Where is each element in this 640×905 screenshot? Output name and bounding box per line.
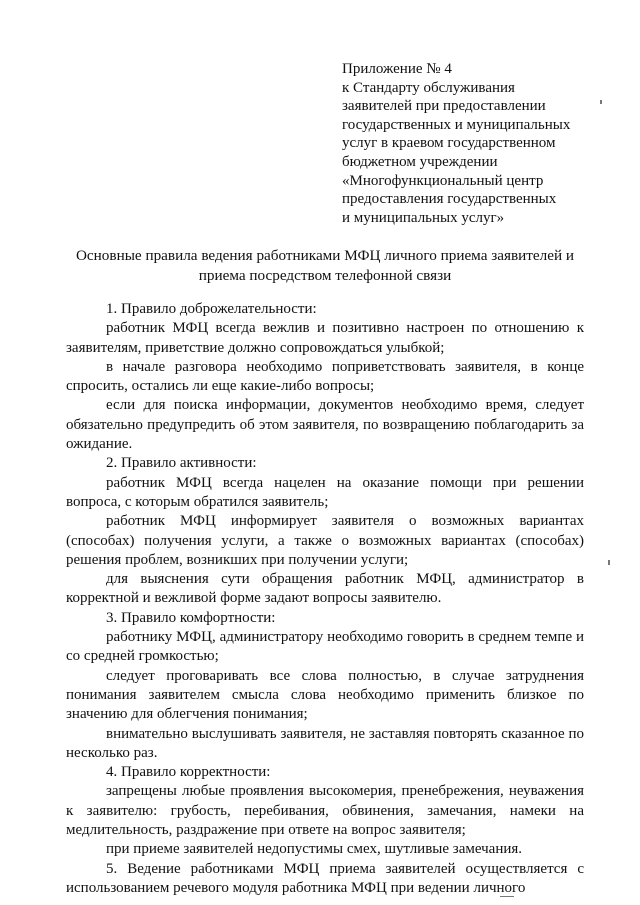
appendix-line: услуг в краевом государственном: [342, 135, 556, 152]
document-body: [66, 300, 584, 898]
scan-mark: [600, 100, 602, 104]
paragraph: следует проговаривать все слова полностью, в случае затруднения понимания заявителем смысла слова необходимо применить близкое по значению для облегчения понимания;: [66, 667, 584, 723]
title-line-1: Основные правила ведения работниками МФЦ личного приема заявителей и: [75, 247, 575, 264]
appendix-line: бюджетном учреждении: [342, 153, 498, 170]
section-heading: 4. Правило корректности:: [106, 764, 271, 781]
section-heading: 1. Правило доброжелательности:: [106, 301, 317, 317]
appendix-line: предоставления государственных: [342, 191, 557, 208]
document-title: [60, 246, 590, 286]
appendix-line: «Многофункциональный центр: [342, 172, 544, 189]
appendix-line: государственных и муниципальных: [342, 116, 571, 133]
paragraph: работник МФЦ информирует заявителя о возможных вариантах (способах) получения услуги, а также о возможных вариантах (способах) решения проблем, возникших при получении услуги;: [66, 513, 584, 568]
paragraph: для выяснения сути обращения работник МФЦ, администратор в корректной и вежливой форме задают вопросы заявителю.: [66, 571, 584, 607]
section-heading: 2. Правило активности:: [106, 455, 257, 472]
appendix-line: заявителей при предоставлении: [342, 98, 546, 115]
paragraph: при приеме заявителей недопустимы смех, шутливые замечания.: [106, 841, 523, 858]
title-line-2: приема посредством телефонной связи: [198, 267, 452, 284]
paragraph: если для поиска информации, документов необходимо время, следует обязательно предупредить об этом заявителя, по возвращению поблагодарить за ожидание.: [66, 397, 584, 453]
paragraph: в начале разговора необходимо поприветствовать заявителя, в конце спросить, остались ли еще какие-либо вопросы;: [66, 358, 584, 395]
paragraph: работник МФЦ всегда нацелен на оказание помощи при решении вопроса, с которым обратился заявитель;: [66, 474, 584, 510]
scan-mark: [500, 896, 514, 897]
appendix-line: Приложение № 4: [342, 61, 452, 77]
paragraph: 5. Ведение работниками МФЦ приема заявителей осуществляется с использованием речевого модуля работника МФЦ при ведении личного: [66, 860, 584, 896]
appendix-block: [342, 60, 612, 227]
paragraph: работник МФЦ всегда вежлив и позитивно настроен по отношению к заявителям, приветствие должно сопровождаться улыбкой;: [66, 320, 584, 356]
section-heading: 3. Правило комфортности:: [106, 609, 276, 626]
scan-mark: [608, 560, 610, 565]
appendix-line: к Стандарту обслуживания: [342, 79, 515, 96]
paragraph: работнику МФЦ, администратору необходимо говорить в среднем темпе и со средней громкостью;: [66, 629, 584, 665]
paragraph: запрещены любые проявления высокомерия, пренебрежения, неуважения к заявителю: грубость, перебивания, обвинения, замечания, намеки на медлительность, раздражение при ответе на вопрос заявителя;: [66, 783, 584, 839]
appendix-line: и муниципальных услуг»: [342, 209, 505, 226]
paragraph: внимательно выслушивать заявителя, не заставляя повторять сказанное по несколько раз.: [66, 725, 584, 761]
